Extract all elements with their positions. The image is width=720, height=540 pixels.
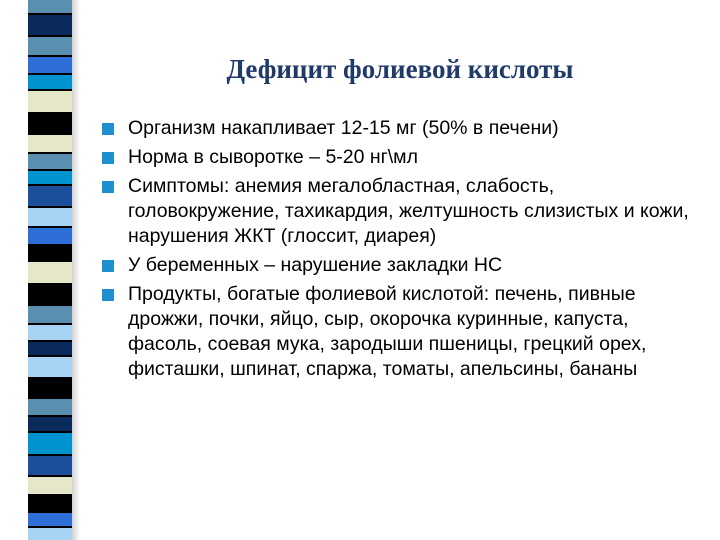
stripe-block: [28, 379, 72, 397]
stripe-block: [28, 154, 72, 169]
bullet-text: Норма в сыворотке – 5-20 нг\мл: [128, 146, 418, 168]
bullet-item: [100, 174, 690, 249]
stripe-block: [28, 186, 72, 206]
stripe-block: [28, 342, 72, 355]
bullet-text: Организм накапливает 12-15 мг (50% в печени): [128, 117, 559, 139]
square-bullet-icon: [102, 181, 114, 193]
bullet-text: У беременных – нарушение закладки НС: [128, 254, 503, 276]
stripe-block: [28, 456, 72, 475]
stripe-shadow: [72, 0, 80, 540]
stripe-block: [28, 37, 72, 55]
stripe-block: [28, 325, 72, 340]
stripe-block: [28, 114, 72, 133]
stripe-block: [28, 262, 72, 283]
stripe-block: [28, 208, 72, 226]
decorative-stripe-band: [28, 0, 72, 540]
stripe-block: [28, 528, 72, 540]
square-bullet-icon: [102, 289, 114, 301]
stripe-block: [28, 285, 72, 304]
bullet-text: Симптомы: анемия мегалобластная, слабость, головокружение, тахикардия, желтушность слизистых и кожи, нарушения ЖКТ (глоссит, диарея): [128, 175, 689, 247]
stripe-block: [28, 57, 72, 73]
stripe-block: [28, 0, 72, 13]
bullet-item: [100, 145, 690, 170]
bullet-list: [100, 116, 690, 386]
stripe-block: [28, 399, 72, 415]
stripe-block: [28, 171, 72, 184]
bullet-item: [100, 282, 690, 382]
square-bullet-icon: [102, 260, 114, 272]
bullet-text: Продукты, богатые фолиевой кислотой: печень, пивные дрожжи, почки, яйцо, сыр, окорочка куринные, капуста, фасоль, соевая мука, зародыши пшеницы, грецкий орех, фисташки, шпинат, спаржа, томаты, апельсины, бананы: [128, 283, 647, 380]
square-bullet-icon: [102, 123, 114, 135]
stripe-block: [28, 135, 72, 152]
stripe-block: [28, 477, 72, 494]
stripe-block: [28, 75, 72, 89]
stripe-block: [28, 15, 72, 35]
stripe-block: [28, 246, 72, 260]
stripe-block: [28, 496, 72, 511]
bullet-item: [100, 253, 690, 278]
stripe-block: [28, 433, 72, 454]
stripe-block: [28, 513, 72, 526]
stripe-block: [28, 91, 72, 112]
slide-margin: [0, 0, 28, 540]
stripe-block: [28, 417, 72, 431]
stripe-block: [28, 228, 72, 244]
stripe-block: [28, 306, 72, 323]
square-bullet-icon: [102, 152, 114, 164]
slide-title: Дефицит фолиевой кислоты: [226, 54, 574, 84]
stripe-block: [28, 357, 72, 377]
bullet-item: [100, 116, 690, 141]
